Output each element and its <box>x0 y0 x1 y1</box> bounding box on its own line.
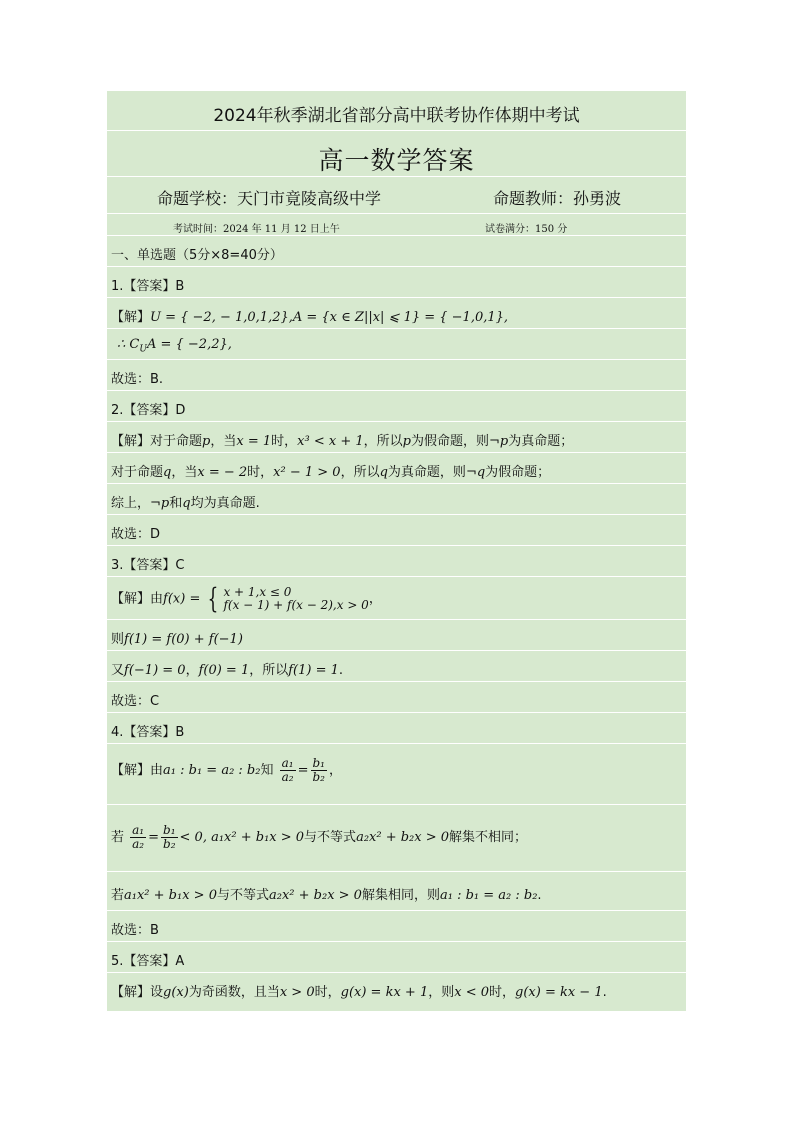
math: x³ < x + 1 <box>297 434 364 449</box>
fraction-a <box>130 824 146 851</box>
text: 均为真命题. <box>190 496 260 511</box>
text: 设 <box>150 985 164 1000</box>
text: 为真命题，则 <box>387 465 466 480</box>
math: f(1) = 1 <box>288 663 339 678</box>
q5-solution-line1 <box>111 981 682 1000</box>
text: 若 <box>111 888 125 903</box>
q4-answer: 4.【答案】B <box>111 725 185 740</box>
text: 则 <box>111 632 125 647</box>
q1-therefore: ∴ C <box>117 337 140 352</box>
math: = <box>297 763 309 778</box>
denominator: b₂ <box>312 770 325 784</box>
q1-choice: 故选：B. <box>111 372 164 387</box>
text: . <box>602 985 607 1000</box>
text: 综上， <box>111 496 151 511</box>
math: x² − 1 > 0 <box>273 465 341 480</box>
numerator: a₁ <box>281 756 294 770</box>
exam-title: 2024年秋季湖北省部分高中联考协作体期中考试 <box>213 106 580 126</box>
q2-answer: 2.【答案】D <box>111 403 186 418</box>
text: 与不等式 <box>216 888 269 903</box>
q3-solution-line2 <box>111 628 682 647</box>
math: f(−1) = 0 <box>124 663 186 678</box>
solution-label: 【解】 <box>111 985 151 1000</box>
text: 知 <box>260 763 274 778</box>
math: g(x) = kx − 1 <box>515 985 603 1000</box>
math: f(0) = 1 <box>198 663 250 678</box>
text: ，所以 <box>340 465 380 480</box>
text: 为假命题； <box>485 465 551 480</box>
text: 为假命题，则 <box>410 434 489 449</box>
text: ，所以 <box>249 663 289 678</box>
text: 解集相同，则 <box>361 888 440 903</box>
text: ， <box>329 763 343 778</box>
teacher-label: 命题教师：孙勇波 <box>493 189 622 208</box>
q5-answer: 5.【答案】A <box>111 954 185 969</box>
text: 时， <box>489 985 516 1000</box>
left-brace: { <box>208 582 219 615</box>
text: ，当 <box>171 465 198 480</box>
numerator: b₁ <box>312 756 325 770</box>
math: x > 0 <box>279 985 315 1000</box>
q2-solution-line3 <box>111 492 682 511</box>
math: a₂x² + b₂x > 0 <box>356 830 450 845</box>
school-label: 命题学校：天门市竟陵高级中学 <box>157 189 382 208</box>
math: q <box>182 496 191 511</box>
math: q <box>379 465 388 480</box>
q1-solution-line2 <box>117 337 682 355</box>
math: f(1) = f(0) + f(−1) <box>124 632 243 647</box>
math: ¬p <box>150 496 170 511</box>
math: p <box>202 434 211 449</box>
q1-solution-line1 <box>111 306 682 325</box>
q3-choice: 故选：C <box>111 694 160 709</box>
case-1: x + 1,x ≤ 0 <box>223 585 292 599</box>
text: 为奇函数，且当 <box>188 985 280 1000</box>
fraction-b <box>311 757 328 784</box>
q4-solution-line3 <box>111 884 682 903</box>
q1-complement: A = { −2,2}, <box>146 337 232 352</box>
text: 又 <box>111 663 125 678</box>
text: ，当 <box>210 434 237 449</box>
text: 若 <box>111 830 125 845</box>
text: 时， <box>247 465 274 480</box>
q4-solution-line1 <box>111 757 682 784</box>
solution-label: 【解】 <box>111 434 151 449</box>
numerator: a₁ <box>132 823 145 837</box>
math: a₂x² + b₂x > 0 <box>269 888 362 903</box>
q3-solution-line1 <box>111 582 682 615</box>
exam-time: 考试时间：2024 年 11 月 12 日上午 <box>173 224 340 235</box>
text: 由 <box>150 591 164 607</box>
q2-choice: 故选：D <box>111 527 161 542</box>
text: 为真命题； <box>508 434 574 449</box>
math: ¬p <box>488 434 509 449</box>
case-2: f(x − 1) + f(x − 2),x > 0 <box>223 598 369 612</box>
q4-choice: 故选：B <box>111 923 159 938</box>
text: ，所以 <box>363 434 403 449</box>
q4-solution-line2 <box>111 824 682 851</box>
solution-label: 【解】 <box>111 763 151 778</box>
denominator: b₂ <box>163 837 176 851</box>
math: ¬q <box>465 465 486 480</box>
math: a₁ : b₁ = a₂ : b₂ <box>439 888 538 903</box>
math: g(x) = kx + 1 <box>340 985 429 1000</box>
text: . <box>537 888 542 903</box>
section-title: 一、单选题（5分×8=40分） <box>111 248 283 263</box>
text: 时， <box>314 985 341 1000</box>
q3-answer: 3.【答案】C <box>111 558 185 573</box>
math: a₁ : b₁ = a₂ : b₂ <box>163 763 261 778</box>
subject-title: 高一数学答案 <box>318 146 475 175</box>
text: 和 <box>169 496 183 511</box>
text: 与不等式 <box>304 830 357 845</box>
q1-answer: 1.【答案】B <box>111 279 185 294</box>
text: . <box>338 663 344 678</box>
math: < 0, a₁x² + b₁x > 0 <box>179 830 305 845</box>
math: x < 0 <box>454 985 489 1000</box>
text: 对于命题 <box>150 434 203 449</box>
text: 解集不相同； <box>449 830 528 845</box>
math: q <box>163 465 172 480</box>
math: g(x) <box>163 985 189 1000</box>
numerator: b₁ <box>163 823 176 837</box>
math: x = − 2 <box>197 465 248 480</box>
text: ，则 <box>428 985 455 1000</box>
q1-set-expression: U = { −2, − 1,0,1,2},A = {x ∈ Z||x| ⩽ 1} = { −1,0,1}, <box>150 310 509 325</box>
fraction-b <box>161 824 178 851</box>
denominator: a₂ <box>281 770 294 784</box>
text: 对于命题 <box>111 465 164 480</box>
text: 时， <box>271 434 298 449</box>
math: p <box>402 434 411 449</box>
piecewise-cases <box>223 586 368 612</box>
math: a₁x² + b₁x > 0 <box>124 888 217 903</box>
math: = <box>148 830 160 845</box>
text: ， <box>368 591 382 607</box>
fraction-a <box>280 757 296 784</box>
full-score: 试卷满分：150 分 <box>485 224 568 235</box>
q1-complement-subscript: U <box>139 344 147 355</box>
answer-sheet <box>107 91 686 1011</box>
solution-label: 【解】 <box>111 591 151 607</box>
text: 由 <box>150 763 164 778</box>
text: ， <box>185 663 199 678</box>
q2-solution-line2 <box>111 461 682 480</box>
math: x = 1 <box>236 434 272 449</box>
q2-solution-line1 <box>111 430 682 449</box>
solution-label: 【解】 <box>111 310 151 325</box>
math: f(x) = <box>163 591 201 607</box>
denominator: a₂ <box>132 837 145 851</box>
q3-solution-line3 <box>111 659 682 678</box>
